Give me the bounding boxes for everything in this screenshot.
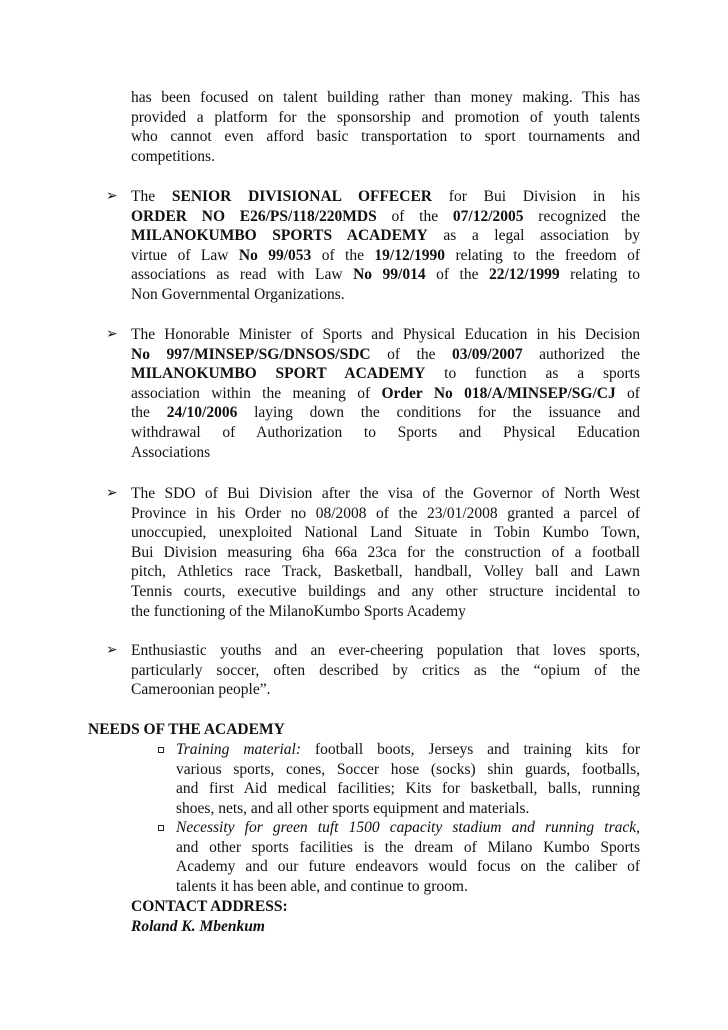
arrow-bullet-icon: ➢ bbox=[106, 642, 118, 658]
bullet-line: Enthusiastic youths and an ever-cheering population that loves sports, bbox=[131, 642, 640, 659]
bold-text: Order No 018/A/MINSEP/SG/CJ bbox=[381, 384, 616, 402]
bullet-line: Province in his Order no 08/2008 of the 23/01/2008 granted a parcel of bbox=[131, 504, 640, 522]
bullet-line: particularly soccer, often described by critics as the “opium of the bbox=[131, 661, 640, 679]
bold-text: 24/10/2006 bbox=[166, 404, 238, 422]
bullet-line: MILANOKUMBO SPORTS ACADEMY as a legal association by bbox=[131, 227, 640, 245]
bold-text: SENIOR DIVISIONAL OFFECER bbox=[171, 188, 432, 205]
square-bullet-icon bbox=[158, 825, 164, 831]
need-line: and first Aid medical facilities; Kits for basketball, balls, running bbox=[176, 780, 640, 798]
italic-text: Training material: bbox=[176, 741, 302, 758]
bullet-line: Cameroonian people”. bbox=[131, 681, 271, 699]
bullet-line: The SENIOR DIVISIONAL OFFECER for Bui Division in his bbox=[131, 188, 640, 205]
intro-line: competitions. bbox=[131, 147, 215, 165]
bullet-line: The Honorable Minister of Sports and Physical Education in his Decision bbox=[131, 326, 640, 343]
bold-text: ORDER NO E26/PS/118/220MDS bbox=[131, 207, 377, 225]
bold-text: 19/12/1990 bbox=[374, 246, 446, 264]
need-line: talents it has been able, and continue to groom. bbox=[176, 877, 468, 895]
arrow-bullet-icon: ➢ bbox=[106, 188, 118, 204]
bullet-line: The SDO of Bui Division after the visa of the Governor of North West bbox=[131, 485, 640, 502]
intro-line: who cannot even afford basic transportation to sport tournaments and bbox=[131, 128, 640, 146]
bullet-line: Non Governmental Organizations. bbox=[131, 285, 345, 303]
square-bullet-icon bbox=[158, 747, 164, 753]
bold-text: 22/12/1999 bbox=[488, 266, 560, 284]
needs-heading: NEEDS OF THE ACADEMY bbox=[88, 721, 285, 738]
bold-text: No 99/053 bbox=[238, 246, 312, 264]
bold-text: 03/09/2007 bbox=[451, 345, 523, 363]
bold-text: MILANOKUMBO SPORT ACADEMY bbox=[131, 365, 426, 383]
bold-text: No 997/MINSEP/SG/DNSOS/SDC bbox=[131, 345, 371, 363]
bullet-line: Tennis courts, executive buildings and any other structure incidental to bbox=[131, 582, 640, 600]
intro-line: has been focused on talent building rather than money making. This has bbox=[131, 89, 640, 106]
bullet-line: No 997/MINSEP/SG/DNSOS/SDC of the 03/09/2007 authorized the bbox=[131, 345, 640, 363]
need-training-material bbox=[176, 740, 640, 818]
bullet-sdo-land-grant bbox=[106, 484, 640, 621]
bullet-line: associations as read with Law No 99/014 of the 22/12/1999 relating to bbox=[131, 266, 640, 284]
bullet-line: ORDER NO E26/PS/118/220MDS of the 07/12/2005 recognized the bbox=[131, 207, 640, 225]
intro-line: provided a platform for the sponsorship and promotion of youth talents bbox=[131, 108, 640, 126]
bullet-line: Associations bbox=[131, 443, 211, 461]
need-line bbox=[176, 818, 640, 838]
need-line: Training material: football boots, Jerseys and training kits for bbox=[176, 741, 640, 758]
bullet-line: association within the meaning of Order No 018/A/MINSEP/SG/CJ of bbox=[131, 384, 640, 402]
intro-paragraph bbox=[131, 88, 640, 166]
bullet-line: the functioning of the MilanoKumbo Sports Academy bbox=[131, 602, 466, 620]
bullet-minister-decision bbox=[106, 325, 640, 462]
bullet-line: the 24/10/2006 laying down the conditions for the issuance and bbox=[131, 404, 640, 422]
bullet-line: MILANOKUMBO SPORT ACADEMY to function as a sports bbox=[131, 365, 640, 383]
need-stadium bbox=[176, 818, 640, 896]
need-line: and other sports facilities is the dream of Milano Kumbo Sports bbox=[176, 838, 640, 856]
bullet-line: unoccupied, unexploited National Land Situate in Tobin Kumbo Town, bbox=[131, 524, 640, 542]
bullet-line: Bui Division measuring 6ha 66a 23ca for the construction of a football bbox=[131, 543, 640, 561]
bullet-line: pitch, Athletics race Track, Basketball, handball, Volley ball and Lawn bbox=[131, 563, 640, 581]
contact-name: Roland K. Mbenkum bbox=[131, 918, 265, 935]
bold-text: MILANOKUMBO SPORTS ACADEMY bbox=[131, 227, 428, 245]
bullet-senior-divisional-officer bbox=[106, 187, 641, 305]
arrow-bullet-icon: ➢ bbox=[106, 485, 118, 501]
need-line: various sports, cones, Soccer hose (socks) shin guards, footballs, bbox=[176, 760, 640, 778]
bullet-enthusiastic-youths bbox=[106, 641, 640, 700]
need-line: shoes, nets, and all other sports equipment and materials. bbox=[176, 799, 530, 817]
italic-text: Necessity for green tuft 1500 capacity stadium and running track, bbox=[176, 819, 640, 836]
bullet-line: virtue of Law No 99/053 of the 19/12/1990 relating to the freedom of bbox=[131, 246, 641, 264]
bullet-line: withdrawal of Authorization to Sports and Physical Education bbox=[131, 423, 640, 441]
need-line: Academy and our future endeavors would focus on the caliber of bbox=[176, 858, 640, 876]
bold-text: No 99/014 bbox=[353, 266, 426, 284]
bold-text: 07/12/2005 bbox=[452, 207, 524, 225]
contact-address-label: CONTACT ADDRESS: bbox=[131, 898, 288, 915]
arrow-bullet-icon: ➢ bbox=[106, 326, 118, 342]
